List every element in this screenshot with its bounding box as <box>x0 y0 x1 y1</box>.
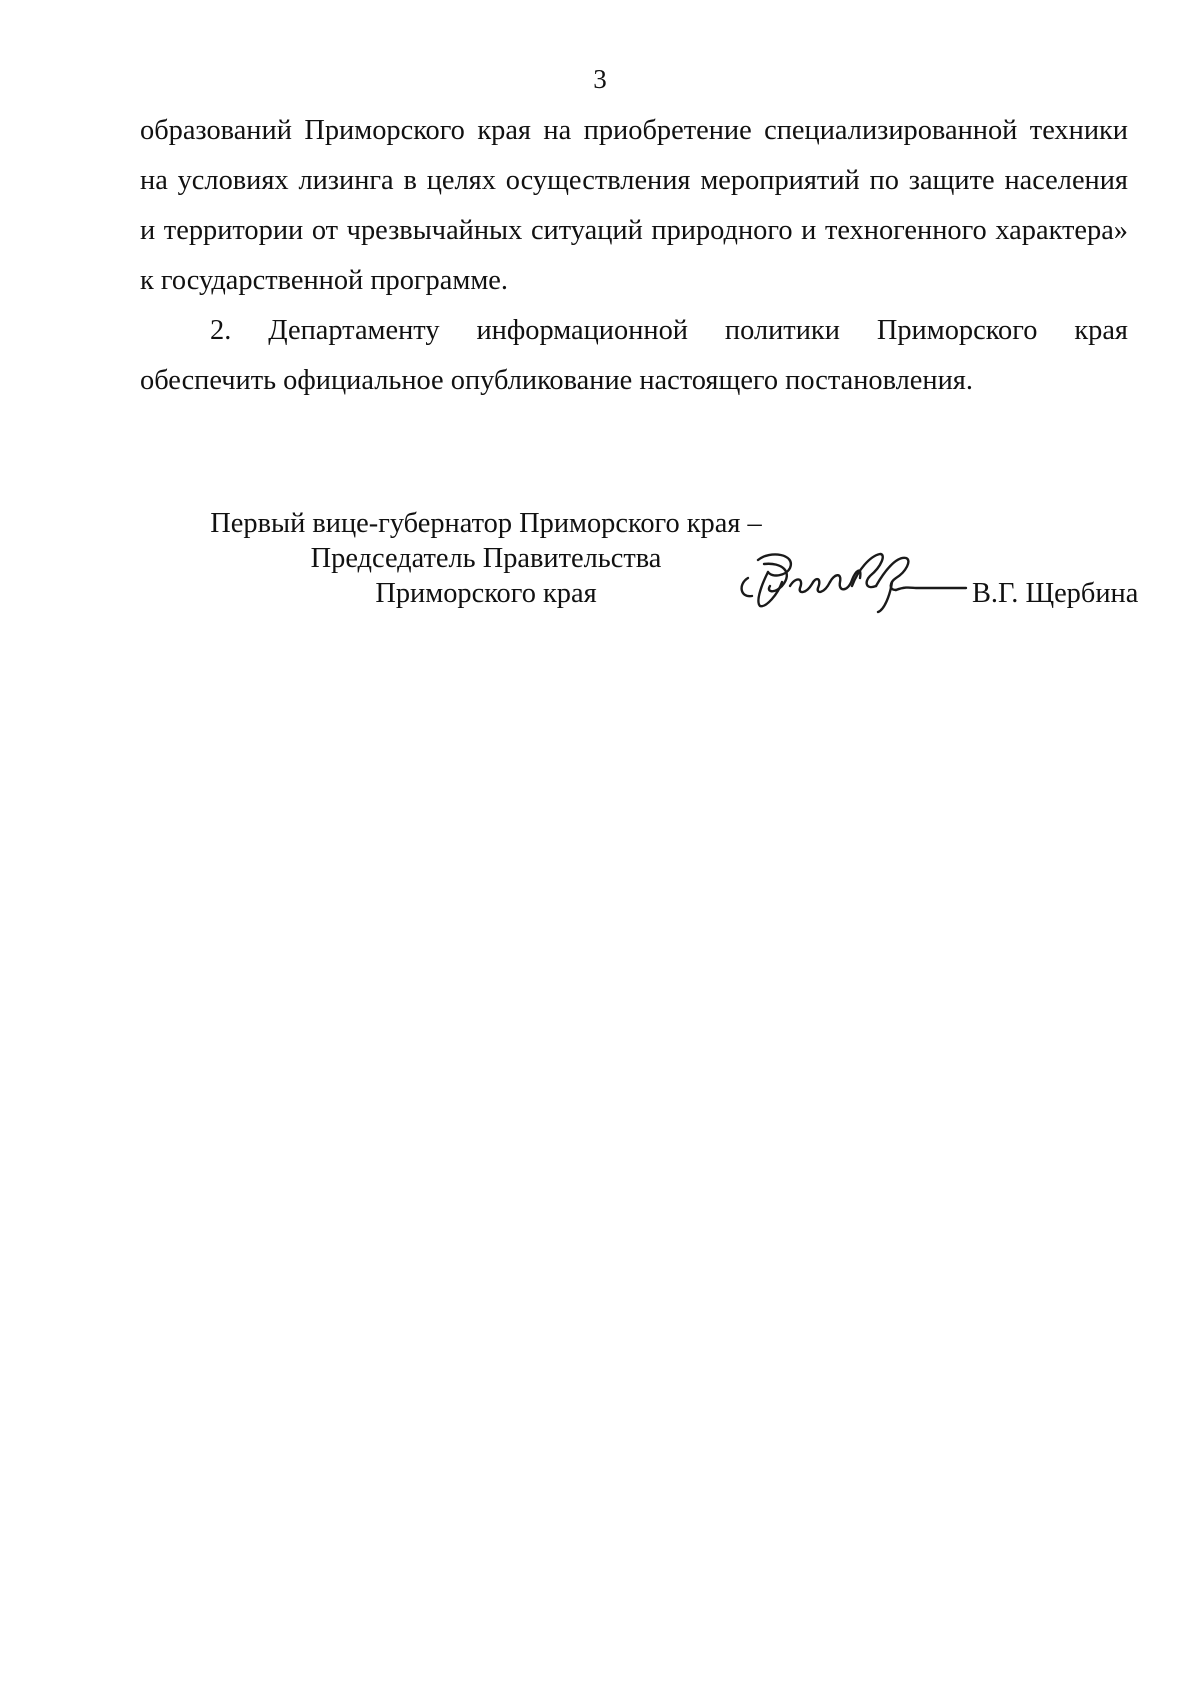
signatory-title-line-3: Приморского края <box>375 578 597 609</box>
signatory-title-line-1: Первый вице-губернатор Приморского края – <box>210 508 762 539</box>
paragraph-1-line-2: на условиях лизинга в целях осуществления мероприятий по защите населения <box>140 165 1128 196</box>
signatory-title <box>196 506 776 611</box>
signature-block <box>0 506 1200 616</box>
paragraph-1-line-1: образований Приморского края на приобретение специализированной техники <box>140 115 1128 146</box>
paragraph-2-line-2: обеспечить официальное опубликование настоящего постановления. <box>140 365 973 396</box>
handwritten-signature-icon <box>730 542 970 622</box>
paragraph-1-line-3: и территории от чрезвычайных ситуаций природного и техногенного характера» <box>140 215 1128 246</box>
document-body <box>140 106 1128 406</box>
paragraph-2-line-1: 2. Департаменту информационной политики Приморского края <box>210 315 1128 346</box>
signatory-title-line-2: Председатель Правительства <box>310 543 662 574</box>
page-number: 3 <box>593 64 607 94</box>
paragraph-1-line-4: к государственной программе. <box>140 265 508 296</box>
signer-name: В.Г. Щербина <box>972 578 1139 609</box>
